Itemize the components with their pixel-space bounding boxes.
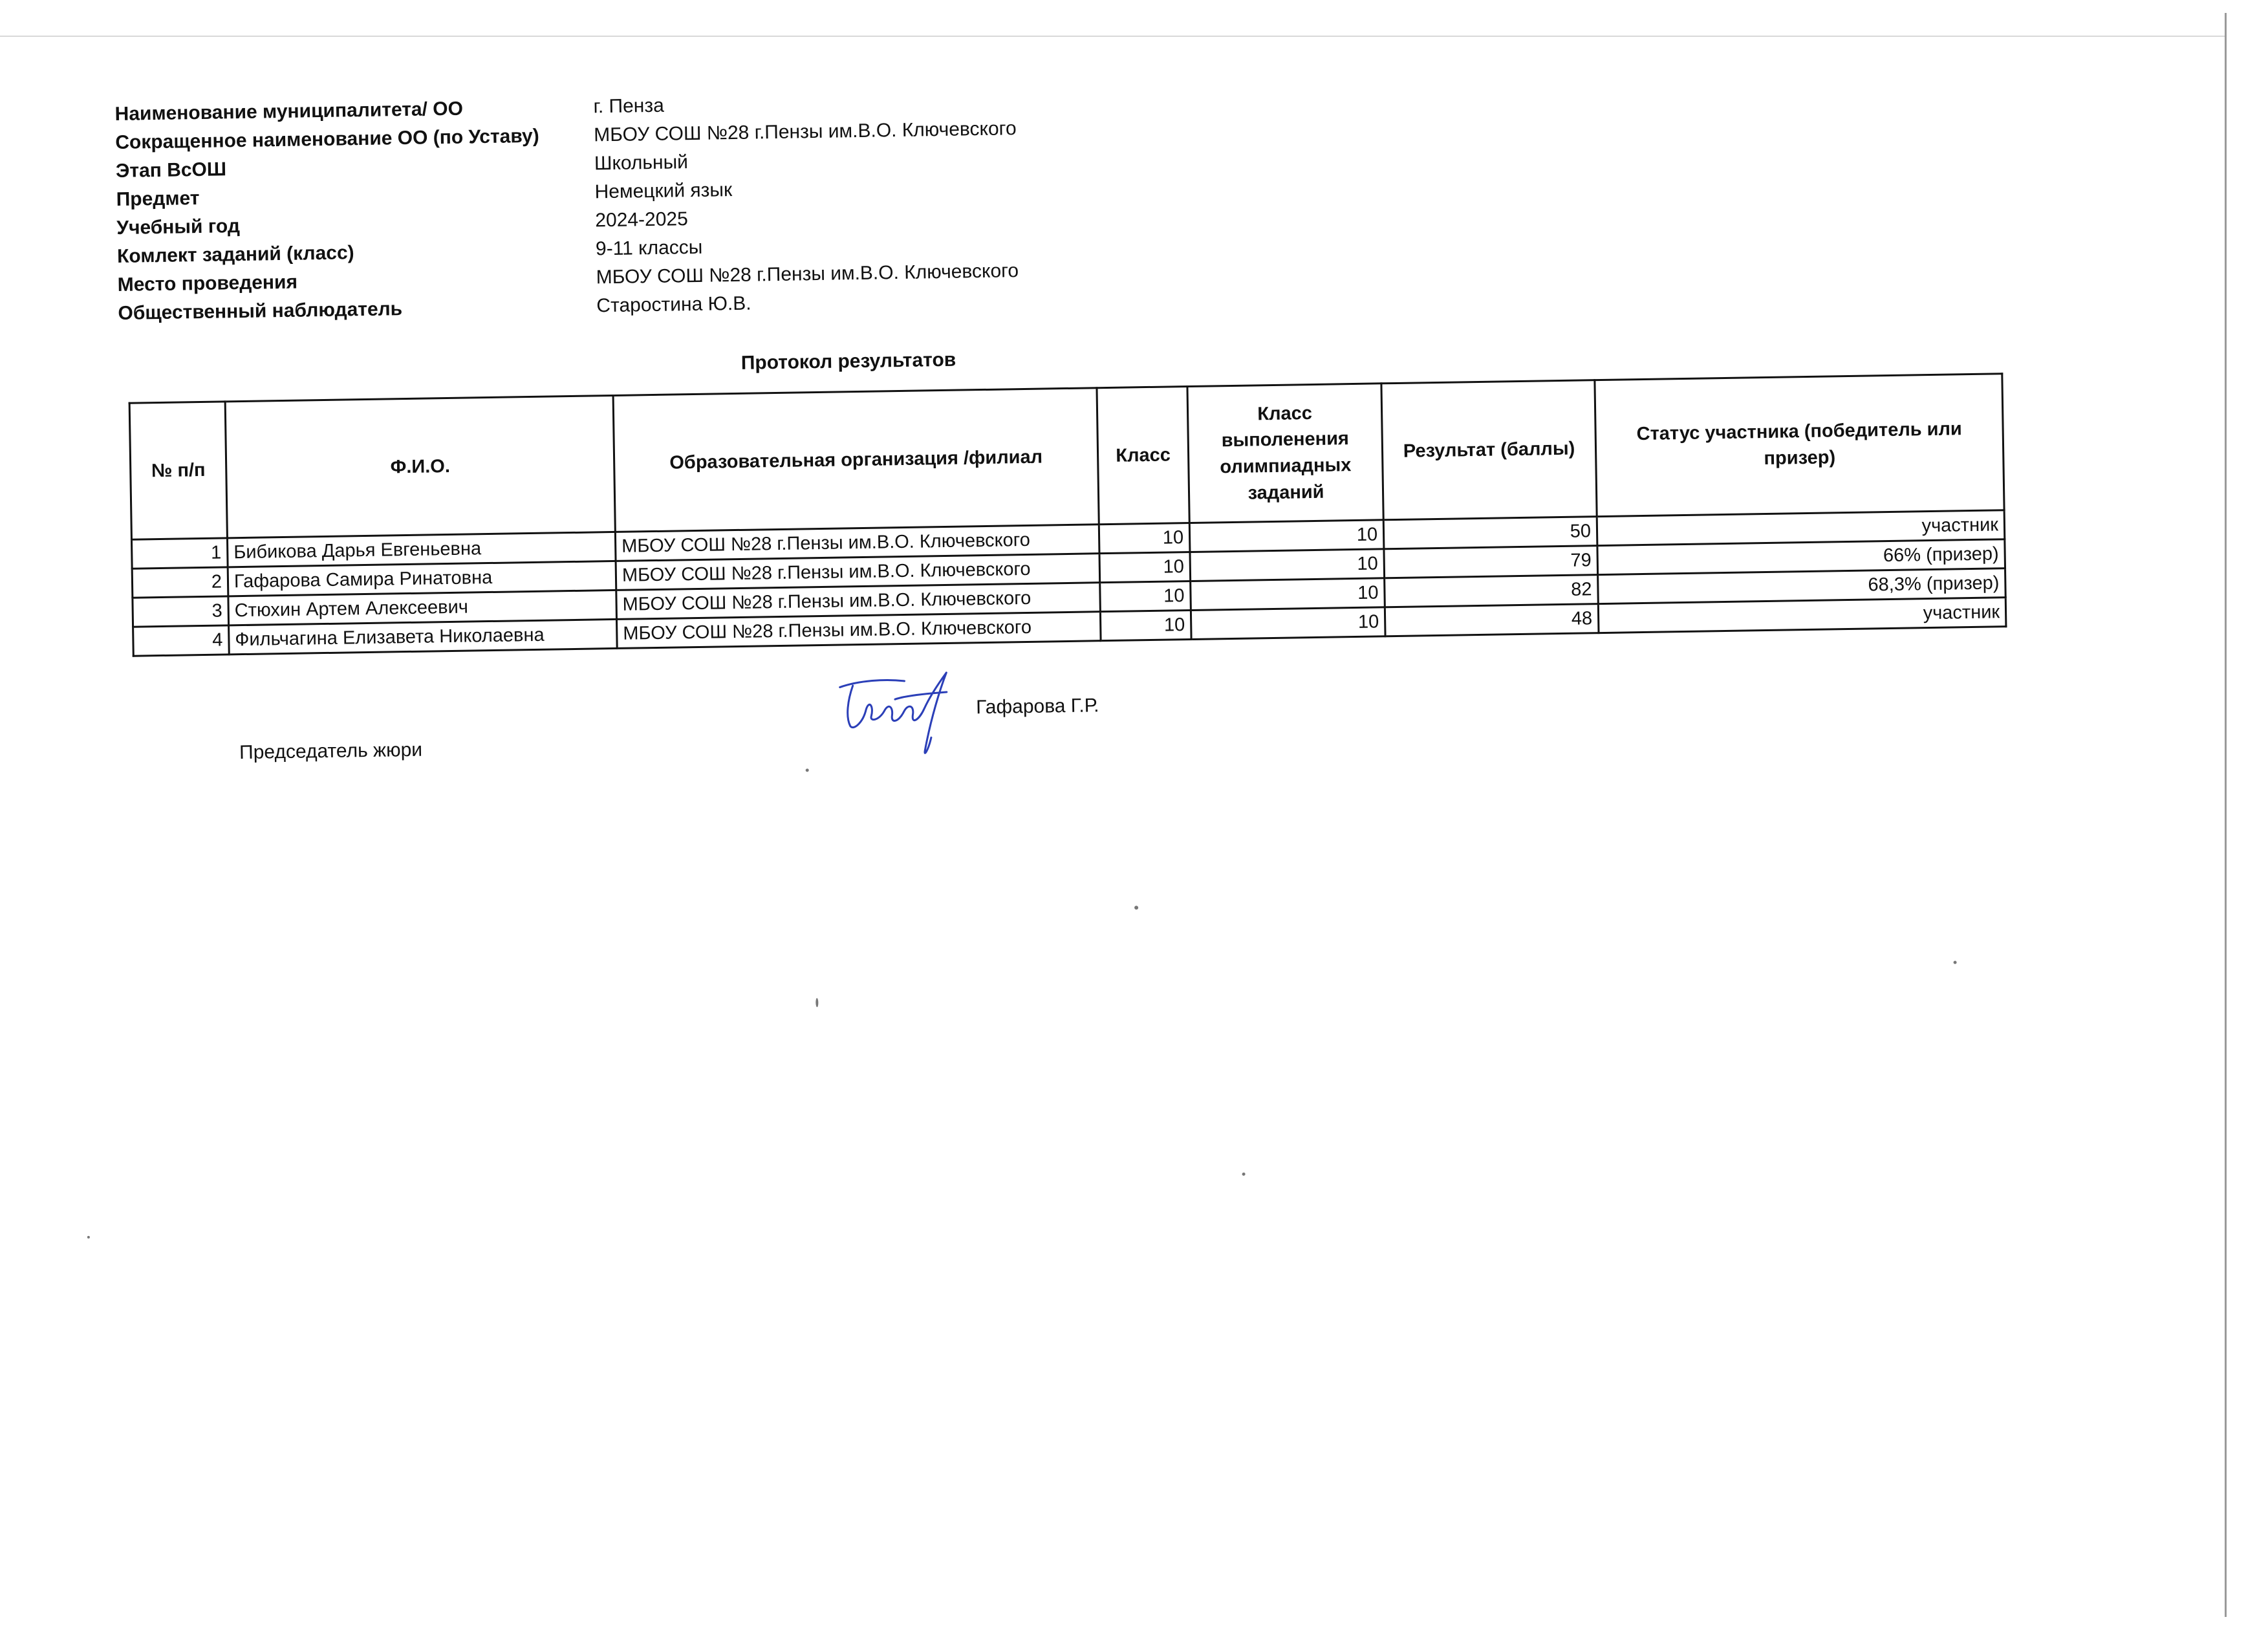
cell-number: 2: [132, 567, 228, 598]
cell-number: 3: [133, 596, 229, 627]
cell-organization: МБОУ СОШ №28 г.Пензы им.В.О. Ключевского: [616, 612, 1101, 649]
cell-status: участник: [1597, 510, 2005, 546]
column-header-organization: Образовательная организация /филиал: [613, 388, 1099, 532]
field-value: Немецкий язык: [594, 179, 733, 203]
column-header-number: № п/п: [129, 402, 227, 539]
cell-grade: 10: [1099, 523, 1190, 554]
field-value: г. Пенза: [593, 94, 665, 118]
signature-image: [833, 659, 983, 765]
scan-speck: [87, 1236, 90, 1239]
column-header-name: Ф.И.О.: [225, 395, 615, 537]
cell-grade: 10: [1100, 610, 1191, 640]
jury-chair-label: Председатель жюри: [239, 739, 423, 764]
cell-name: Фильчагина Елизавета Николаевна: [229, 619, 618, 654]
results-table: [129, 373, 2007, 656]
field-value: 9-11 классы: [595, 236, 703, 260]
cell-grade: 10: [1099, 552, 1191, 583]
cell-task-grade: 10: [1189, 520, 1384, 552]
field-school-year: [116, 208, 689, 246]
field-label: Общественный наблюдатель: [118, 298, 403, 324]
field-label: Место проведения: [117, 271, 298, 296]
cell-name: Гафарова Самира Ринатовна: [228, 561, 616, 596]
cell-task-grade: 10: [1191, 607, 1385, 640]
field-value: Школьный: [594, 151, 689, 175]
cell-score: 50: [1383, 517, 1597, 549]
cell-number: 1: [131, 538, 228, 569]
field-task-set: [116, 236, 703, 274]
column-header-task-grade: Класс выполенения олимпиадных заданий: [1187, 384, 1383, 523]
scan-speck: [1954, 960, 1957, 964]
field-municipality: [114, 94, 665, 132]
scan-speck: [1134, 905, 1138, 909]
cell-status: участник: [1598, 598, 2006, 633]
cell-name: Бибикова Дарья Евгеньевна: [227, 532, 616, 567]
scan-speck: [815, 998, 818, 1007]
cell-number: 4: [133, 625, 230, 656]
cell-name: Стюхин Артем Алексеевич: [228, 590, 617, 625]
cell-status: 66% (призер): [1597, 539, 2005, 575]
cell-task-grade: 10: [1190, 549, 1385, 581]
column-header-score: Результат (баллы): [1381, 380, 1597, 520]
column-header-status: Статус участника (победитель или призер): [1595, 374, 2004, 517]
field-label: Предмет: [116, 187, 200, 211]
field-value: Старостина Ю.В.: [596, 292, 751, 317]
jury-chair-name: Гафарова Г.Р.: [975, 695, 1099, 719]
cell-organization: МБОУ СОШ №28 г.Пензы им.В.О. Ключевского: [616, 554, 1100, 591]
cell-organization: МБОУ СОШ №28 г.Пензы им.В.О. Ключевского: [616, 583, 1101, 620]
cell-task-grade: 10: [1191, 578, 1385, 611]
column-header-grade: Класс: [1097, 387, 1189, 525]
field-label: Сокращенное наименование ОО (по Уставу): [115, 125, 539, 154]
field-value: МБОУ СОШ №28 г.Пензы им.В.О. Ключевского: [596, 260, 1019, 288]
scan-speck: [1242, 1173, 1246, 1176]
field-label: Наименование муниципалитета/ ОО: [114, 98, 464, 125]
scan-speck: [806, 768, 809, 772]
field-label: Этап ВсОШ: [115, 158, 227, 182]
header-fields: [114, 94, 1019, 331]
field-label: Комлект заданий (класс): [116, 242, 354, 268]
field-label: Учебный год: [116, 215, 241, 239]
cell-organization: МБОУ СОШ №28 г.Пензы им.В.О. Ключевского: [615, 525, 1099, 561]
field-value: 2024-2025: [595, 208, 689, 232]
cell-score: 79: [1384, 546, 1598, 578]
protocol-title: Протокол результатов: [740, 349, 956, 374]
cell-status: 68,3% (призер): [1598, 569, 2006, 604]
field-value: МБОУ СОШ №28 г.Пензы им.В.О. Ключевского: [593, 118, 1017, 146]
cell-grade: 10: [1100, 581, 1191, 612]
cell-score: 48: [1385, 604, 1599, 636]
cell-score: 82: [1385, 575, 1599, 607]
field-short-name: [115, 118, 1017, 160]
